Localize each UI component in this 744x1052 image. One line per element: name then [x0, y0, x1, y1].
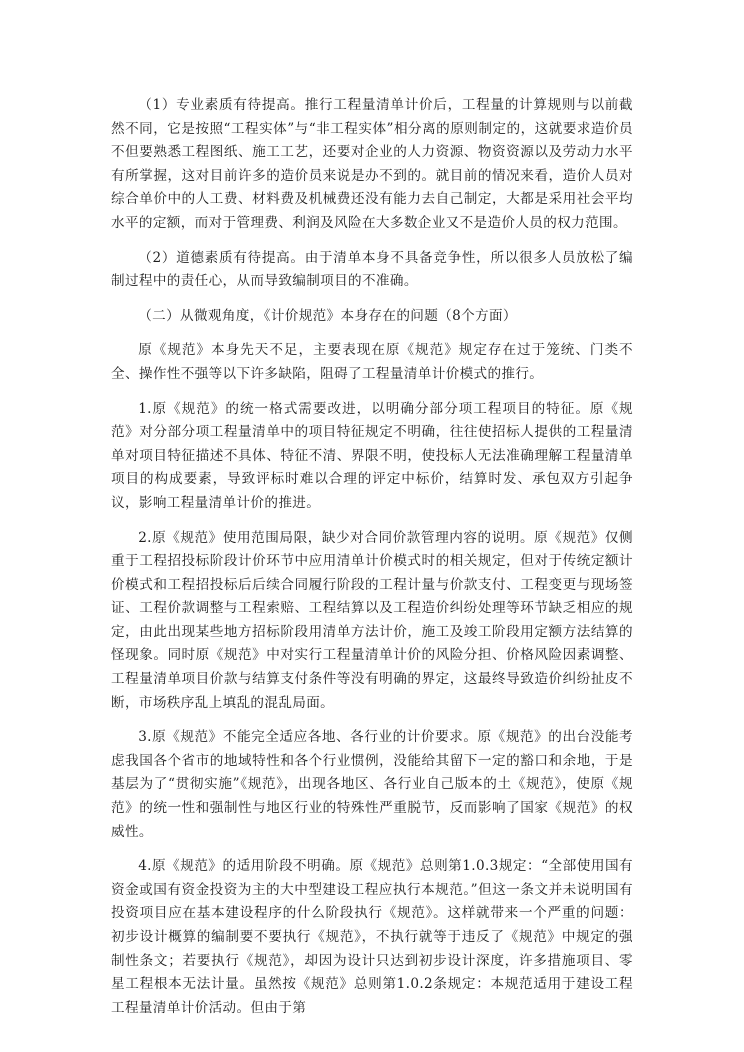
paragraph-moral-quality: （2）道德素质有待提高。由于清单本身不具备竞争性，所以很多人员放松了编制过程中的责任心，从而导致编制项目的不准确。	[111, 249, 633, 290]
paragraph-item-2: 2.原《规范》使用范围局限，缺少对合同价款管理内容的说明。原《规范》仅侧重于工程招投标阶段计价环节中应用清单计价模式时的相关规定，但对于传统定额计价模式和工程招投标后后续合同履行阶段的工程计量与价款支付、工程变更与现场签证、工程价款调整与工程索赔、工程结算以及工程造价纠纷处理等环节缺乏相应的规定，由此出现某些地方招标阶段用清单方法计价，施工及竣工阶段用定额方法结算的怪现象。同时原《规范》中对实行工程量清单计价的风险分担、价格风险因素调整、工程量清单项目价款与结算支付条件等没有明确的界定，这最终导致造价纠纷扯皮不断，市场秩序乱上填乱的混乱局面。	[111, 529, 633, 711]
document-page	[111, 94, 633, 1031]
paragraph-item-3: 3.原《规范》不能完全适应各地、各行业的计价要求。原《规范》的出台没能考虑我国各个省市的地域特性和各个行业惯例，没能给其留下一定的豁口和余地，于是基层为了“贯彻实施”《规范》，出现各地区、各行业自己版本的土《规范》，使原《规范》的统一性和强制性与地区行业的特殊性严重脱节，反而影响了国家《规范》的权威性。	[111, 729, 633, 840]
section-heading-micro-perspective: （二）从微观角度，《计价规范》本身存在的问题（8个方面）	[138, 307, 517, 324]
paragraph-intro-defects: 原《规范》本身先天不足，主要表现在原《规范》规定存在过于笼统、门类不全、操作性不强等以下许多缺陷，阻碍了工程量清单计价模式的推行。	[111, 342, 633, 382]
paragraph-item-4: 4.原《规范》的适用阶段不明确。原《规范》总则第1.0.3规定：“全部使用国有资金或国有资金投资为主的大中型建设工程应执行本规范。”但这一条文并未说明国有投资项目应在基本建设程序的什么阶段执行《规范》。这样就带来一个严重的问题：初步设计概算的编制要不要执行《规范》，不执行就等于违反了《规范》中规定的强制性条文；若要执行《规范》，却因为设计只达到初步设计深度，许多措施项目、零星工程根本无法计量。虽然按《规范》总则第1.0.2条规定：本规范适用于建设工程工程量清单计价活动。但由于第	[111, 858, 633, 1016]
paragraph-item-1: 1.原《规范》的统一格式需要改进，以明确分部分项工程项目的特征。原《规范》对分部分项工程量清单中的项目特征规定不明确，往往使招标人提供的工程量清单对项目特征描述不具体、特征不清、界限不明，使投标人无法准确理解工程量清单项目的构成要素，导致评标时难以合理的评定中标价，结算时发、承包双方引起争议，影响工程量清单计价的推进。	[111, 400, 633, 511]
paragraph-professional-quality: （1）专业素质有待提高。推行工程量清单计价后，工程量的计算规则与以前截然不同，它是按照“工程实体”与“非工程实体”相分离的原则制定的，这就要求造价员不但要熟悉工程图纸、施工工艺，还要对企业的人力资源、物资资源以及劳动力水平有所掌握，这对目前许多的造价员来说是办不到的。就目前的情况来看，造价人员对综合单价中的人工费、材料费及机械费还没有能力去自己制定，大都是采用社会平均水平的定额，而对于管理费、利润及风险在大多数企业又不是造价人员的权力范围。	[111, 97, 633, 231]
